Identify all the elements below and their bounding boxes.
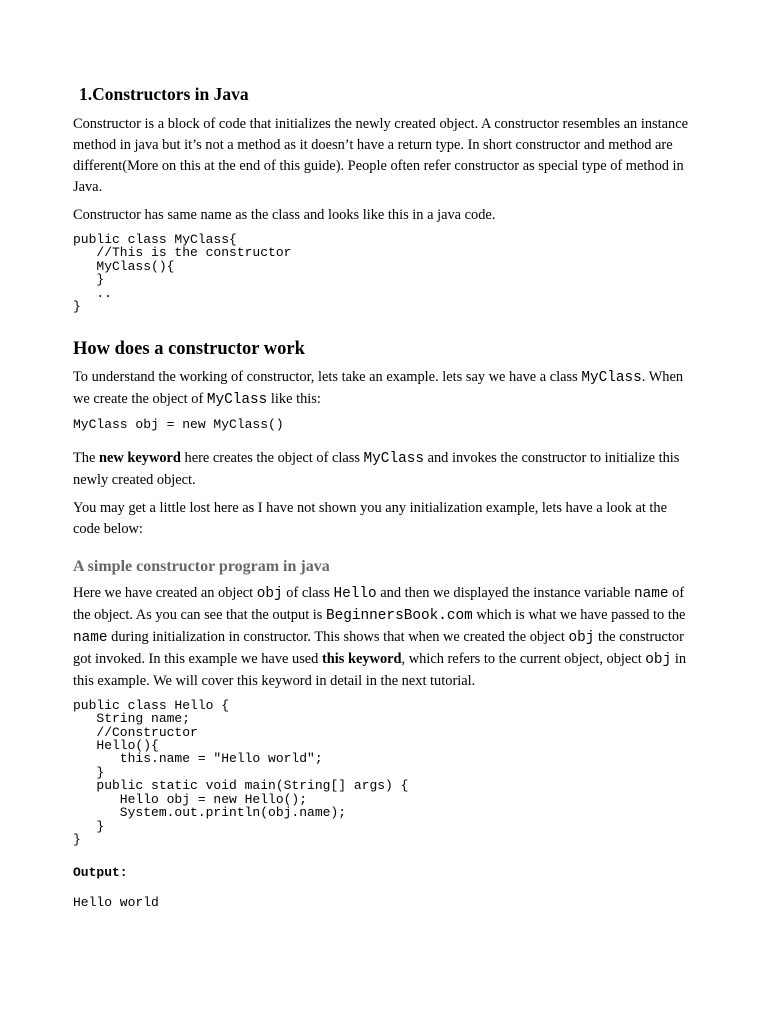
inline-code: MyClass	[206, 392, 268, 409]
inline-code: MyClass	[363, 450, 424, 467]
paragraph-intro: Constructor is a block of code that initializes the newly created object. A constructor resembles an instance method in java but it’s not a method as it doesn’t have a return type. In short constructor and method are different(More on this at the end of this guide). People often refer constructor as special type of method in Java.	[73, 116, 689, 195]
article-body	[73, 82, 695, 910]
code-block-myclass: public class MyClass{ //This is the constructor MyClass(){ } .. }	[73, 232, 292, 315]
text-run: of class	[282, 584, 334, 601]
inline-code: BeginnersBook.com	[325, 607, 473, 624]
text-run: To understand the working of constructor, lets take an example. lets say we have a class	[73, 369, 582, 386]
text-run: and then we displayed the instance variable	[376, 584, 634, 601]
paragraph-hello-example	[73, 583, 695, 692]
code-block-hello: public class Hello { String name; //Constructor Hello(){ this.name = "Hello world"; } public static void main(String[] args) { Hello obj = new Hello(); System.out.println(obj.name); } }	[73, 697, 409, 847]
paragraph-lost: You may get a little lost here as I have not shown you any initialization example, lets have a look at the code below:	[73, 499, 668, 537]
text-run: the constructor got invoked. In this example we have used	[73, 628, 684, 667]
text-run: , which refers to the current object, object	[401, 650, 646, 667]
inline-code: MyClass	[581, 370, 642, 387]
paragraph-new-keyword	[73, 448, 695, 491]
paragraph-same-name: Constructor has same name as the class and looks like this in a java code.	[73, 207, 496, 223]
heading-simple-constructor-program: A simple constructor program in java	[73, 557, 330, 575]
heading-constructors-in-java: 1.Constructors in Java	[79, 84, 249, 104]
paragraph-working	[73, 367, 695, 411]
output-value: Hello world	[73, 895, 159, 911]
output-label: Output:	[73, 865, 128, 881]
inline-code: obj	[256, 585, 283, 602]
text-run: here creates the object of class	[180, 449, 364, 466]
text-run: and invokes the constructor to initialize this newly created object.	[73, 449, 680, 488]
code-line-new-myclass: MyClass obj = new MyClass()	[73, 417, 284, 433]
text-run: . When we create the object of	[73, 369, 684, 408]
inline-code: name	[634, 585, 669, 602]
text-run: during initialization in constructor. This shows that when we created the object	[107, 628, 569, 645]
text-run: The	[73, 449, 99, 466]
inline-code: obj	[568, 629, 595, 646]
text-run: which is what we have passed to the	[472, 606, 686, 623]
text-run: like this:	[267, 391, 321, 408]
text-run: Here we have created an object	[73, 584, 257, 601]
text-run: of the object. As you can see that the output is	[73, 584, 685, 623]
text-run: in this example. We will cover this keyword in detail in the next tutorial.	[73, 650, 687, 689]
bold-text: new keyword	[98, 449, 181, 466]
heading-how-constructor-works: How does a constructor work	[73, 339, 305, 360]
bold-text: this keyword	[321, 650, 402, 667]
inline-code: Hello	[333, 585, 377, 602]
inline-code: name	[73, 629, 108, 646]
inline-code: obj	[645, 651, 672, 668]
